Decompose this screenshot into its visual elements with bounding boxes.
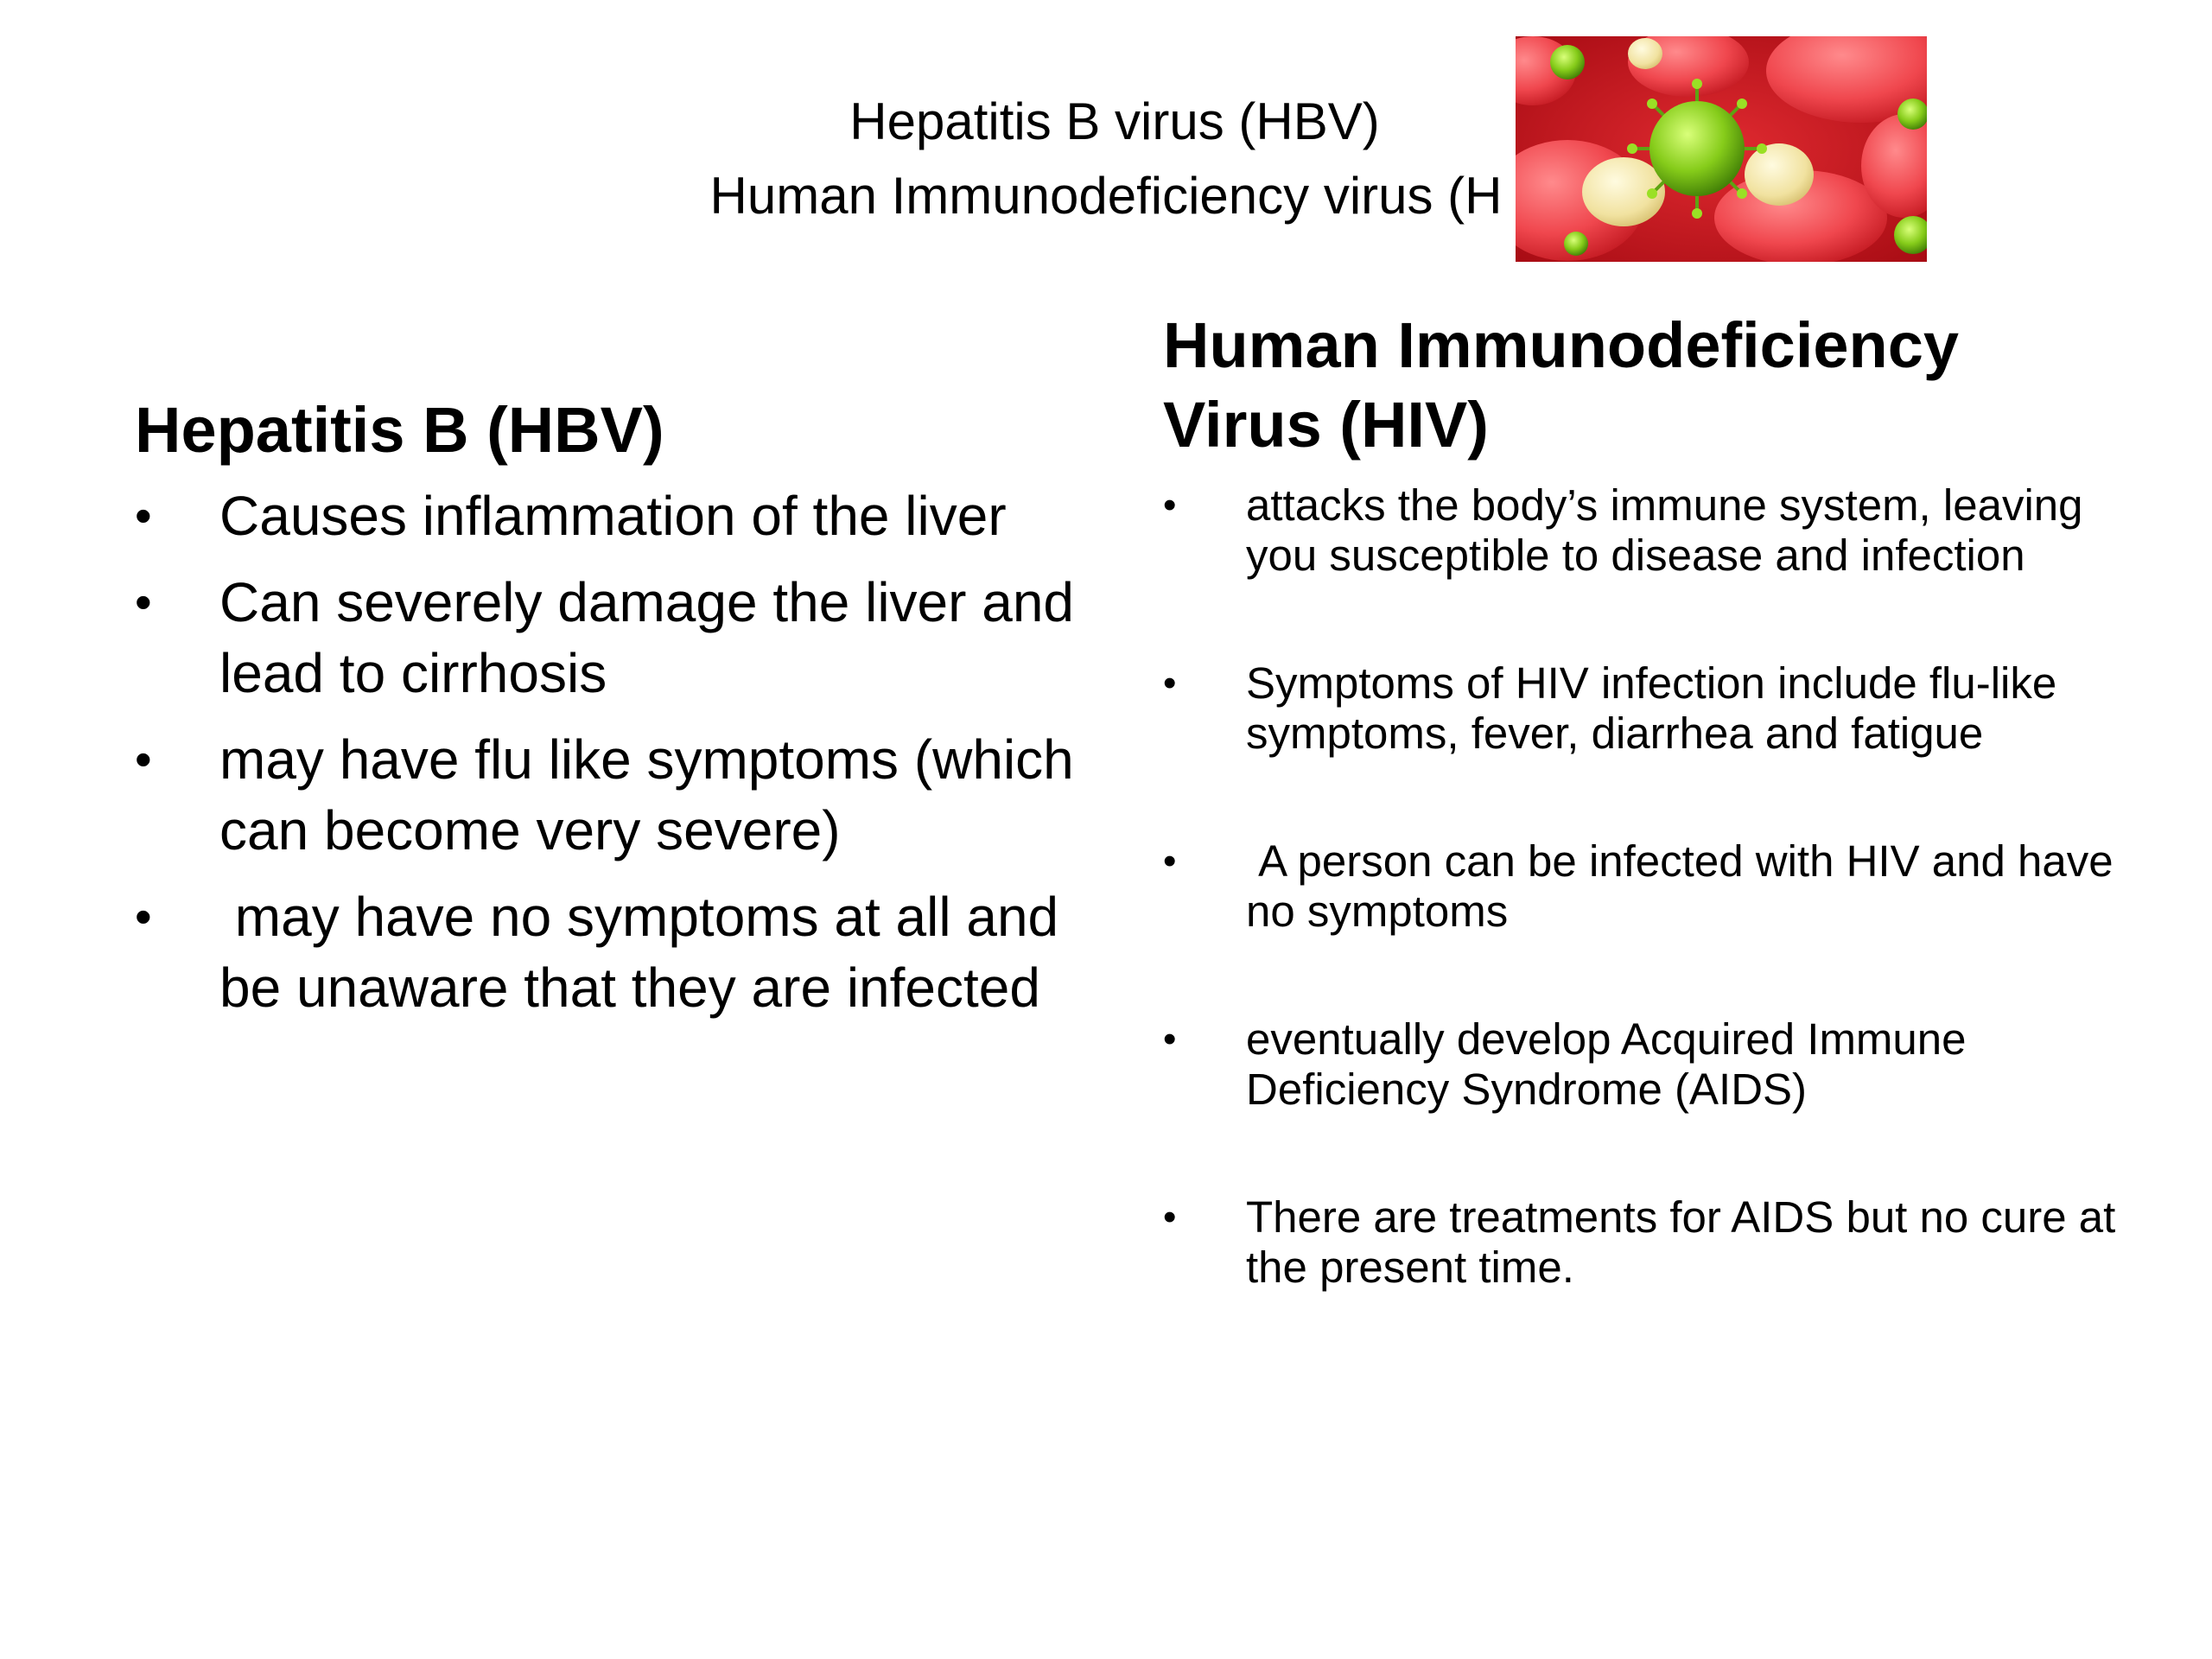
hbv-column — [135, 387, 1094, 1039]
list-item-text: There are treatments for AIDS but no cure at the present time. — [1246, 1192, 2116, 1292]
list-item-text: eventually develop Acquired Immune Deficiency Syndrome (AIDS) — [1246, 1014, 1967, 1114]
hiv-heading: Human Immunodeficiency Virus (HIV) — [1163, 309, 1960, 461]
bullet-icon: • — [1163, 484, 1177, 526]
list-item — [1163, 836, 2126, 937]
list-item-text: Symptoms of HIV infection include flu-like symptoms, fever, diarrhea and fatigue — [1246, 658, 2057, 758]
list-item-text: A person can be infected with HIV and have no symptoms — [1246, 836, 2126, 936]
slide-title-line-2: Human Immunodeficiency virus (H — [709, 167, 1503, 225]
list-item — [135, 480, 1094, 551]
hbv-heading: Hepatitis B (HBV) — [135, 394, 664, 466]
list-item — [1163, 1192, 2122, 1293]
slide-title-line-1: Hepatitis B virus (HBV) — [849, 92, 1380, 150]
hiv-column — [1163, 306, 2126, 1293]
bullet-icon: • — [135, 889, 152, 944]
virus-blood-cells-image — [1516, 36, 1927, 262]
list-item-text: Can severely damage the liver and lead to cirrhosis — [219, 571, 1074, 704]
bullet-icon: • — [1163, 1018, 1177, 1060]
list-item — [1163, 480, 2122, 581]
list-item — [1163, 658, 2122, 759]
bullet-icon: • — [135, 732, 152, 786]
list-item-text: attacks the body’s immune system, leaving you susceptible to disease and infection — [1246, 480, 2083, 580]
list-item-text: may have flu like symptoms (which can become very severe) — [219, 728, 1074, 861]
list-item — [135, 881, 1094, 1023]
bullet-icon: • — [135, 488, 152, 543]
bullet-icon: • — [135, 575, 152, 629]
hbv-bullet-list — [135, 480, 1094, 1023]
list-item — [135, 567, 1094, 709]
list-item-text: may have no symptoms at all and be unaware that they are infected — [219, 886, 1074, 1019]
bullet-icon: • — [1163, 662, 1177, 704]
list-item — [135, 724, 1094, 866]
bullet-icon: • — [1163, 1196, 1177, 1238]
list-item-text: Causes inflammation of the liver — [219, 485, 1007, 547]
hiv-bullet-list — [1163, 480, 2126, 1293]
bullet-icon: • — [1163, 840, 1177, 882]
list-item — [1163, 1014, 2122, 1115]
